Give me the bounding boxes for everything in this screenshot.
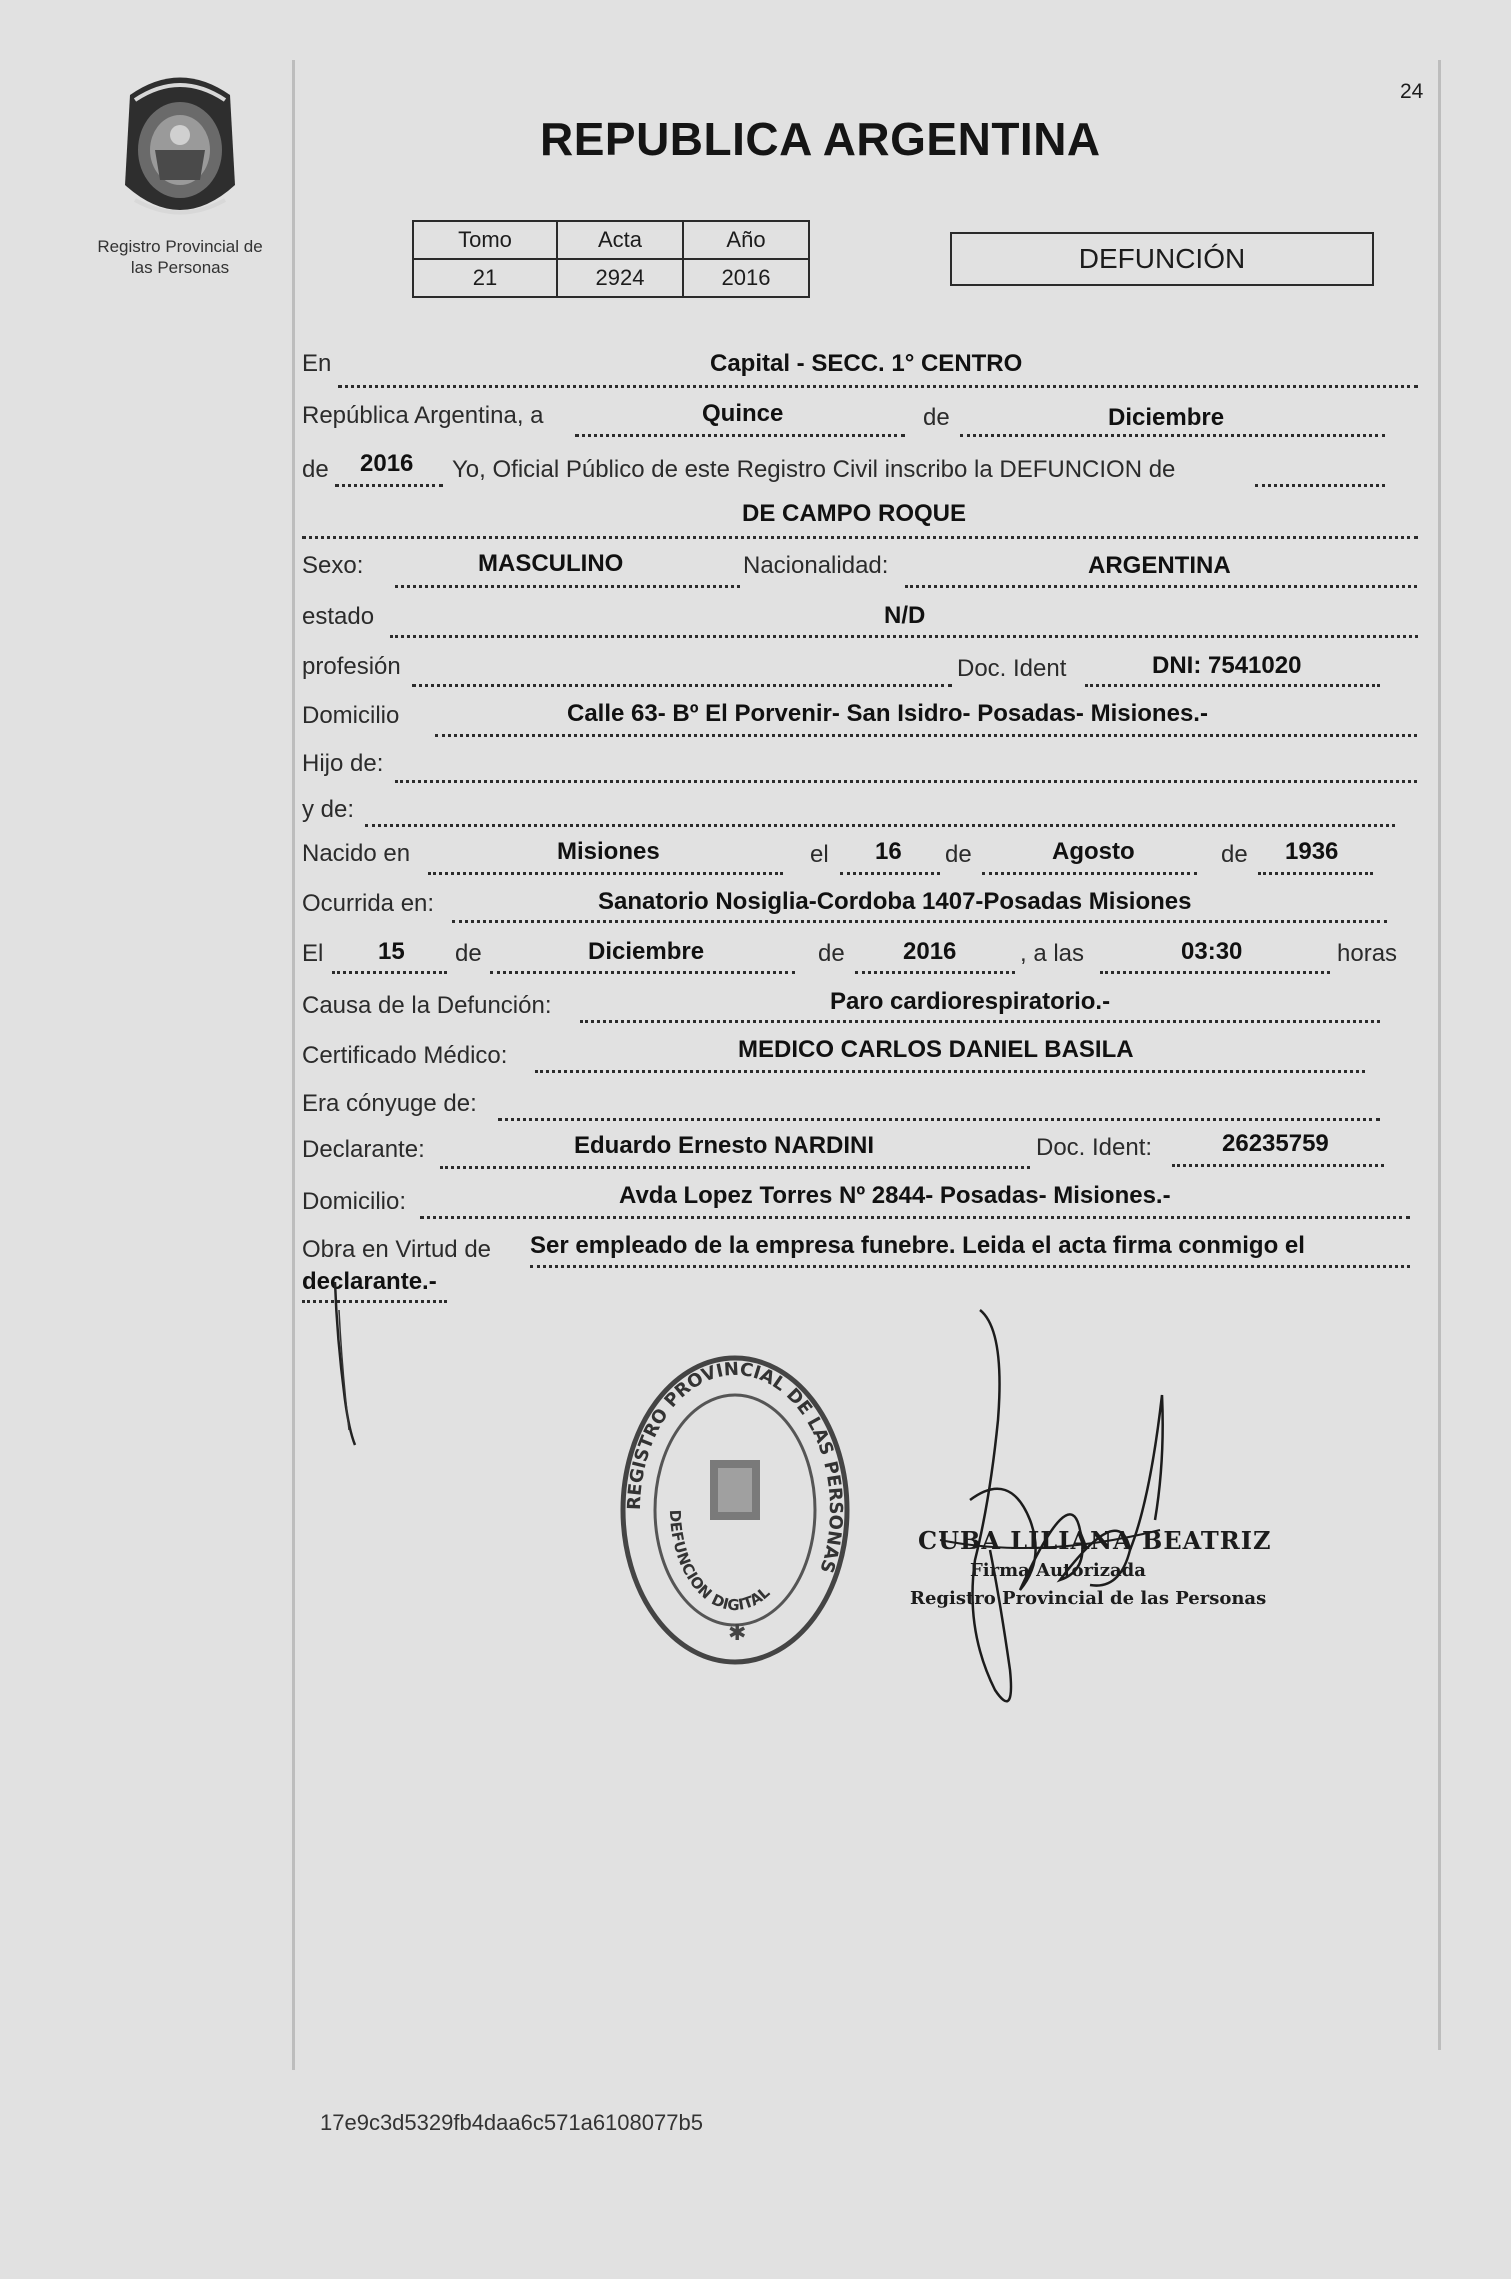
signatory-office: Registro Provincial de las Personas — [910, 1588, 1267, 1609]
label-de-2: de — [302, 456, 329, 483]
label-oficial-text: Yo, Oficial Público de este Registro Civil inscribo la DEFUNCION de — [452, 456, 1176, 483]
registry-line-2: las Personas — [130, 258, 230, 277]
dots-birth-day — [840, 872, 940, 875]
value-death-month: Diciembre — [588, 938, 705, 965]
label-causa: Causa de la Defunción: — [302, 992, 552, 1019]
value-declarant: Eduardo Ernesto NARDINI — [574, 1132, 875, 1159]
dots-day — [575, 434, 905, 437]
dots-profession — [412, 684, 952, 687]
official-seal-stamp — [610, 1350, 860, 1670]
document-hash: 17e9c3d5329fb4daa6c571a6108077b5 — [320, 2110, 703, 2135]
value-declarant-address: Avda Lopez Torres Nº 2844- Posadas- Misiones.- — [619, 1182, 1171, 1209]
dots-declarant-address — [420, 1216, 1410, 1219]
value-declarant-doc: 26235759 — [1222, 1130, 1329, 1157]
dots-death-month — [490, 971, 795, 974]
label-de-3: de — [945, 841, 972, 868]
label-nacionalidad: Nacionalidad: — [743, 552, 889, 579]
dots-civil-status — [390, 635, 1418, 638]
label-profesion: profesión — [302, 653, 401, 680]
label-de-4: de — [1221, 841, 1248, 868]
act-type-box: DEFUNCIÓN — [950, 232, 1374, 286]
label-el: el — [810, 841, 829, 868]
reference-value-row — [413, 259, 809, 297]
dots-spouse — [498, 1118, 1380, 1121]
dots-birth-place — [428, 872, 783, 875]
value-day-text: Quince — [702, 400, 784, 427]
value-birth-place: Misiones — [557, 838, 660, 865]
left-margin-line — [292, 60, 295, 2070]
dots-month — [960, 434, 1385, 437]
page-number: 24 — [1400, 80, 1424, 103]
seal-inner-text: DEFUNCION DIGITAL — [665, 1509, 774, 1615]
label-obra: Obra en Virtud de — [302, 1236, 492, 1263]
pen-stroke — [325, 1280, 365, 1450]
label-declarante: Declarante: — [302, 1136, 425, 1163]
value-cause: Paro cardiorespiratorio.- — [830, 988, 1111, 1015]
value-death-place: Sanatorio Nosiglia-Cordoba 1407-Posadas Misiones — [598, 888, 1192, 915]
dots-mother — [365, 824, 1395, 827]
value-civil-status: N/D — [884, 602, 926, 629]
dots-place — [338, 385, 1418, 388]
value-birth-month: Agosto — [1052, 838, 1135, 865]
value-sex: MASCULINO — [478, 550, 624, 577]
acta-value: 2924 — [557, 259, 683, 297]
country-title: REPUBLICA ARGENTINA — [540, 113, 1101, 165]
label-de-5: de — [455, 940, 482, 967]
value-month-text: Diciembre — [1108, 404, 1225, 431]
label-sexo: Sexo: — [302, 552, 364, 579]
dots-death-year — [855, 971, 1015, 974]
label-en: En — [302, 350, 332, 377]
label-certificado: Certificado Médico: — [302, 1042, 508, 1069]
dots-death-time — [1100, 971, 1330, 974]
dots-year — [335, 484, 443, 487]
seal-outer-text: REGISTRO PROVINCIAL DE LAS PERSONAS — [623, 1358, 847, 1576]
value-address: Calle 63- Bº El Porvenir- San Isidro- Posadas- Misiones.- — [567, 700, 1208, 727]
dots-declarant — [440, 1166, 1030, 1169]
right-margin-line — [1438, 60, 1441, 2050]
label-conyuge: Era cónyuge de: — [302, 1090, 477, 1117]
value-place: Capital - SECC. 1° CENTRO — [710, 350, 1023, 377]
dots-nationality — [905, 585, 1417, 588]
value-death-time: 03:30 — [1181, 938, 1243, 965]
value-year: 2016 — [360, 450, 414, 477]
tomo-value: 21 — [413, 259, 557, 297]
label-de-1: de — [923, 404, 950, 431]
dots-address — [435, 734, 1417, 737]
dots-basis-line2 — [302, 1300, 447, 1303]
dots-death-day — [332, 971, 447, 974]
dots-declarant-doc — [1172, 1164, 1384, 1167]
label-doc-ident: Doc. Ident — [957, 655, 1067, 682]
label-doc-ident-2: Doc. Ident: — [1036, 1134, 1153, 1161]
dots-death-place — [452, 920, 1387, 923]
dots-doctor — [535, 1070, 1365, 1073]
label-de-6: de — [818, 940, 845, 967]
signatory-name: CUBA LILIANA BEATRIZ — [918, 1526, 1272, 1555]
value-deceased-name: DE CAMPO ROQUE — [742, 500, 967, 527]
dots-deceased — [302, 536, 1418, 539]
label-a-las: , a las — [1020, 940, 1085, 967]
dots-doc-id — [1085, 684, 1380, 687]
label-estado: estado — [302, 603, 375, 630]
handwritten-signature — [880, 1300, 1220, 1730]
label-domicilio: Domicilio — [302, 702, 400, 729]
value-birth-day: 16 — [875, 838, 902, 865]
label-y-de: y de: — [302, 796, 355, 823]
label-el-cap: El — [302, 940, 324, 967]
signatory-role: Firma Autorizada — [970, 1560, 1146, 1581]
label-nacido-en: Nacido en — [302, 840, 411, 867]
value-doctor: MEDICO CARLOS DANIEL BASILA — [738, 1036, 1134, 1063]
dots-sex — [395, 585, 740, 588]
tomo-header: Tomo — [413, 221, 557, 259]
anio-header: Año — [683, 221, 809, 259]
label-domicilio-2: Domicilio: — [302, 1188, 407, 1215]
acta-header: Acta — [557, 221, 683, 259]
dots-father — [395, 780, 1417, 783]
dots-birth-month — [982, 872, 1197, 875]
dots-cause — [580, 1020, 1380, 1023]
anio-value: 2016 — [683, 259, 809, 297]
label-hijo-de: Hijo de: — [302, 750, 384, 777]
registry-name — [75, 236, 285, 278]
reference-header-row — [413, 221, 809, 259]
value-birth-year: 1936 — [1285, 838, 1339, 865]
label-ocurrida-en: Ocurrida en: — [302, 890, 435, 917]
value-basis-line2: declarante.- — [302, 1268, 437, 1295]
value-basis-line1: Ser empleado de la empresa funebre. Leida el acta firma conmigo el — [530, 1232, 1305, 1259]
label-horas: horas — [1337, 940, 1398, 967]
label-republica: República Argentina, a — [302, 402, 544, 429]
misiones-crest-logo — [110, 65, 250, 225]
value-nationality: ARGENTINA — [1088, 552, 1231, 579]
value-death-year: 2016 — [903, 938, 957, 965]
registry-line-1: Registro Provincial de — [97, 237, 263, 256]
dots-birth-year — [1258, 872, 1373, 875]
dots-basis-line1 — [530, 1265, 1410, 1268]
svg-text:✱: ✱ — [728, 1620, 747, 1645]
value-death-day: 15 — [378, 938, 405, 965]
dots-oficial-end — [1255, 484, 1385, 487]
value-doc-id: DNI: 7541020 — [1152, 652, 1302, 679]
reference-table — [412, 220, 810, 298]
